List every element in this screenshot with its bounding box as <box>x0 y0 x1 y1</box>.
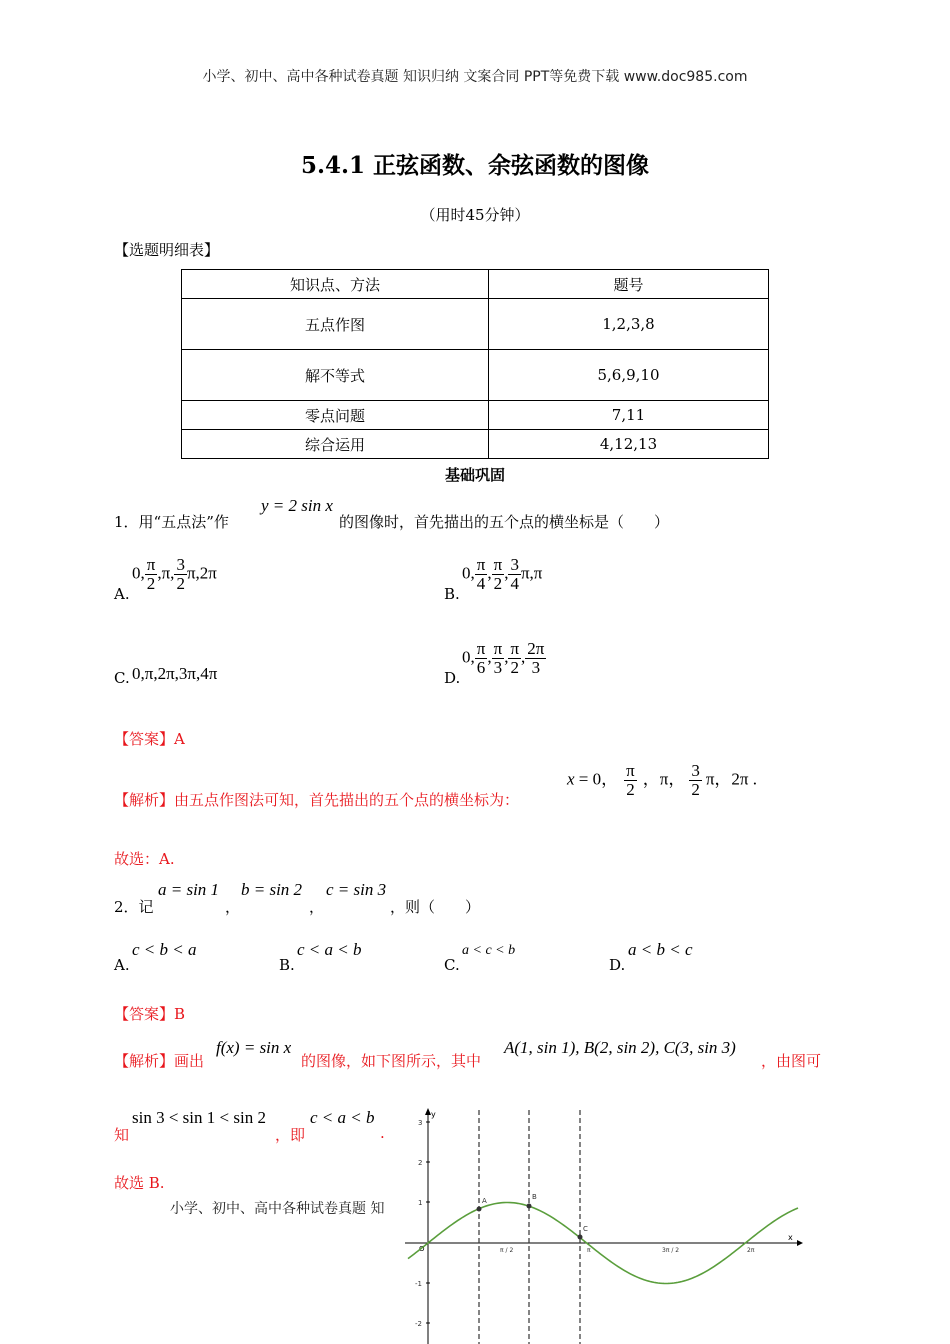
y-tick-label: 2 <box>418 1159 423 1167</box>
point-c-label: C <box>583 1225 588 1233</box>
q2-line2-prefix: 知 <box>114 1126 130 1144</box>
q1-option-c-label: C. <box>114 669 130 687</box>
q2-formula-b: b = sin 2 <box>241 880 303 899</box>
q1-analysis: 【解析】由五点作图法可知，首先描出的五个点的横坐标为： <box>114 791 520 809</box>
q1-option-c: 0,π,2π,3π,4π <box>132 664 218 683</box>
q2-analysis-prefix: 【解析】画出 <box>114 1052 205 1070</box>
q2-line2-result: c < a < b <box>310 1108 375 1127</box>
y-axis-label: y <box>431 1110 436 1119</box>
q1-option-b-label: B. <box>444 585 460 603</box>
table-cell: 1,2,3,8 <box>489 299 769 350</box>
table-row <box>182 401 769 430</box>
q2-option-c: a < c < b <box>462 943 516 958</box>
q2-line2-mid: ，即 <box>275 1126 306 1144</box>
q2-comma-2: ， <box>309 898 325 916</box>
x-axis-arrow <box>797 1240 803 1246</box>
q2-answer: 【答案】B <box>114 1005 186 1023</box>
x-tick-label: 2π <box>747 1247 755 1254</box>
q2-option-d: a < b < c <box>628 940 693 959</box>
q2-option-c-label: C. <box>444 956 460 974</box>
q2-option-a-label: A. <box>114 956 130 974</box>
table-cell: 7,11 <box>489 401 769 430</box>
q2-analysis-points: A(1, sin 1), B(2, sin 2), C(3, sin 3) <box>504 1038 736 1057</box>
page-title: 5.4.1 正弦函数、余弦函数的图像 <box>300 152 650 179</box>
x-axis-label: x <box>788 1233 793 1242</box>
table-cell: 4,12,13 <box>489 430 769 459</box>
q1-option-a-label: A. <box>114 585 130 603</box>
x-tick-label: 3π / 2 <box>662 1247 680 1254</box>
sine-graph <box>400 1105 805 1344</box>
y-tick-label: 3 <box>418 1119 423 1127</box>
q1-option-d-label: D. <box>444 669 461 687</box>
section-heading: 基础巩固 <box>444 466 505 484</box>
x-tick-label: π / 2 <box>500 1247 514 1254</box>
q1-option-d: 0, $\frac{\pi}{6}$ , $\frac{\pi}{3}$ , $\frac{\pi}{2}$ , $\frac{2\pi}{3}$ <box>462 639 545 677</box>
table-header-cell: 知识点、方法 <box>182 270 489 299</box>
q1-conclusion: 故选：A. <box>114 850 175 868</box>
q2-option-d-label: D. <box>609 956 626 974</box>
q1-formula: y = 2 sin x <box>261 496 333 515</box>
origin-label: O <box>419 1245 425 1253</box>
x-tick-label: π <box>587 1247 591 1254</box>
q2-formula-a: a = sin 1 <box>158 880 220 899</box>
q1-analysis-values: x = 0， $\frac{\pi}{2}$ ，π， $\frac{3}{2}$ π，2π . <box>567 761 757 799</box>
table-caption: 【选题明细表】 <box>114 241 220 259</box>
q2-analysis-func: f(x) = sin x <box>216 1038 292 1057</box>
point-a <box>477 1207 482 1212</box>
q2-formula-c: c = sin 3 <box>326 880 387 899</box>
q2-comma-1: ， <box>225 898 241 916</box>
q2-option-b-label: B. <box>279 956 295 974</box>
q2-analysis-suffix: ，由图可 <box>761 1052 822 1070</box>
q2-analysis-mid: 的图像，如下图所示，其中 <box>301 1052 482 1070</box>
table-cell: 综合运用 <box>182 430 489 459</box>
q2-line2-end: . <box>380 1124 385 1142</box>
point-b <box>527 1204 532 1209</box>
table-header-row <box>182 270 769 299</box>
site-header: 小学、初中、高中各种试卷真题 知识归纳 文案合同 PPT等免费下载 www.doc985.com <box>202 69 748 85</box>
y-tick-label: -2 <box>415 1320 422 1328</box>
point-c <box>578 1235 583 1240</box>
table-row <box>182 430 769 459</box>
q2-option-a: c < b < a <box>132 940 197 959</box>
table-cell: 5,6,9,10 <box>489 350 769 401</box>
y-tick-label: -1 <box>415 1280 422 1288</box>
q2-option-b: c < a < b <box>297 940 362 959</box>
time-limit: （用时45分钟） <box>420 206 530 224</box>
table-row <box>182 299 769 350</box>
q1-answer: 【答案】A <box>114 730 185 748</box>
q1-suffix: 的图像时，首先描出的五个点的横坐标是（ ） <box>339 513 670 531</box>
table-row <box>182 350 769 401</box>
point-b-label: B <box>532 1193 537 1201</box>
footer-text: 小学、初中、高中各种试卷真题 知 <box>170 1201 385 1217</box>
q1-option-a: 0, $\frac{\pi}{2}$ ,π, $\frac{3}{2}$ π,2π <box>132 555 217 593</box>
q2-prefix: 2．记 <box>114 898 154 916</box>
table-cell: 五点作图 <box>182 299 489 350</box>
q2-suffix: ，则（ ） <box>390 898 481 916</box>
q1-prefix: 1．用“五点法”作 <box>114 513 229 531</box>
q1-option-b: 0, $\frac{\pi}{4}$ , $\frac{\pi}{2}$ , $\frac{3}{4}$ π,π <box>462 555 543 593</box>
y-tick-label: 1 <box>418 1199 423 1207</box>
topic-table <box>181 269 769 459</box>
point-a-label: A <box>482 1197 487 1205</box>
table-cell: 零点问题 <box>182 401 489 430</box>
q2-line2-ineq: sin 3 < sin 1 < sin 2 <box>132 1108 266 1127</box>
table-header-cell: 题号 <box>489 270 769 299</box>
q2-conclusion: 故选 B. <box>114 1174 165 1192</box>
table-cell: 解不等式 <box>182 350 489 401</box>
